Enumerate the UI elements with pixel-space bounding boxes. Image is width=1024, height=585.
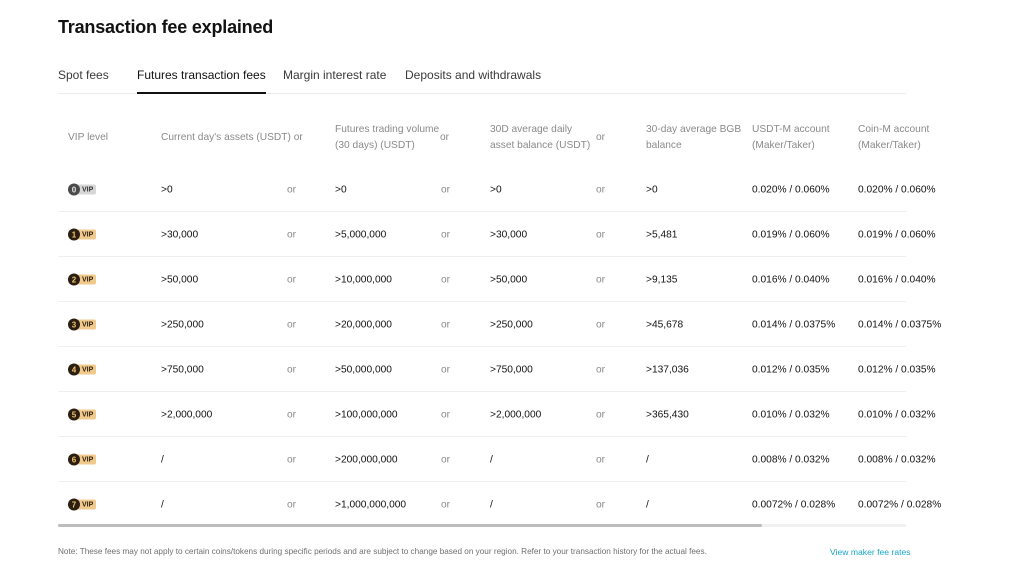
cell-avg-asset-balance: >50,000 bbox=[490, 274, 528, 285]
cell-or: or bbox=[441, 454, 451, 465]
horizontal-scrollbar[interactable] bbox=[58, 524, 906, 527]
fee-table bbox=[58, 110, 942, 526]
cell-bgb-balance: >5,481 bbox=[646, 229, 678, 240]
vip-tag: VIP bbox=[76, 500, 96, 510]
tab-margin-interest-rate[interactable]: Margin interest rate bbox=[283, 68, 387, 82]
cell-or: or bbox=[287, 184, 297, 195]
cell-bgb-balance: / bbox=[646, 454, 649, 465]
table-row bbox=[58, 482, 1018, 527]
header-or: or bbox=[596, 132, 606, 143]
cell-usdt-m-fee: 0.016% / 0.040% bbox=[752, 274, 830, 285]
cell-current-assets: >0 bbox=[161, 184, 173, 195]
vip-tag: VIP bbox=[76, 275, 96, 285]
header-current-assets: Current day's assets (USDT) or bbox=[161, 132, 303, 143]
header-usdt-m-account: USDT-M account (Maker/Taker) bbox=[752, 124, 830, 151]
cell-futures-volume: >100,000,000 bbox=[335, 409, 398, 420]
cell-avg-asset-balance: / bbox=[490, 454, 493, 465]
cell-bgb-balance: >45,678 bbox=[646, 319, 684, 330]
table-row bbox=[58, 302, 1018, 347]
cell-current-assets: >30,000 bbox=[161, 229, 199, 240]
vip-level-badge bbox=[68, 228, 96, 241]
cell-futures-volume: >1,000,000,000 bbox=[335, 499, 407, 510]
view-maker-fee-rates-link[interactable]: View maker fee rates bbox=[830, 547, 911, 557]
scrollbar-thumb[interactable] bbox=[58, 524, 762, 527]
vip-level-badge bbox=[68, 408, 96, 421]
cell-avg-asset-balance: >2,000,000 bbox=[490, 409, 542, 420]
page-title: Transaction fee explained bbox=[58, 17, 274, 37]
cell-or: or bbox=[596, 364, 606, 375]
cell-avg-asset-balance: / bbox=[490, 499, 493, 510]
vip-level-number: 2 bbox=[68, 274, 80, 286]
cell-coin-m-fee: 0.020% / 0.060% bbox=[858, 184, 936, 195]
cell-coin-m-fee: 0.016% / 0.040% bbox=[858, 274, 936, 285]
cell-or: or bbox=[596, 319, 606, 330]
cell-current-assets: / bbox=[161, 454, 164, 465]
header-coin-m-account: Coin-M account (Maker/Taker) bbox=[858, 124, 930, 151]
header-bgb-balance: 30-day average BGB balance bbox=[646, 124, 742, 151]
fees-disclaimer-note: Note: These fees may not apply to certain coins/tokens during specific periods and are subject to change based on your region. Refer to your transaction history for the actual fees. bbox=[58, 547, 707, 556]
table-row bbox=[58, 167, 1018, 212]
vip-level-badge bbox=[68, 498, 96, 511]
cell-futures-volume: >20,000,000 bbox=[335, 319, 392, 330]
cell-or: or bbox=[287, 499, 297, 510]
vip-level-number: 6 bbox=[68, 454, 80, 466]
cell-usdt-m-fee: 0.008% / 0.032% bbox=[752, 454, 830, 465]
cell-bgb-balance: >365,430 bbox=[646, 409, 689, 420]
cell-or: or bbox=[441, 409, 451, 420]
vip-level-badge bbox=[68, 318, 96, 331]
cell-coin-m-fee: 0.019% / 0.060% bbox=[858, 229, 936, 240]
vip-tag: VIP bbox=[76, 185, 96, 195]
cell-bgb-balance: >137,036 bbox=[646, 364, 689, 375]
cell-usdt-m-fee: 0.010% / 0.032% bbox=[752, 409, 830, 420]
tab-spot-fees[interactable]: Spot fees bbox=[58, 68, 109, 82]
cell-futures-volume: >50,000,000 bbox=[335, 364, 392, 375]
table-row bbox=[58, 392, 1018, 437]
cell-coin-m-fee: 0.008% / 0.032% bbox=[858, 454, 936, 465]
cell-coin-m-fee: 0.010% / 0.032% bbox=[858, 409, 936, 420]
cell-bgb-balance: >0 bbox=[646, 184, 658, 195]
table-row bbox=[58, 347, 1018, 392]
cell-or: or bbox=[596, 274, 606, 285]
cell-current-assets: >50,000 bbox=[161, 274, 199, 285]
cell-or: or bbox=[441, 274, 451, 285]
cell-or: or bbox=[441, 499, 451, 510]
vip-tag: VIP bbox=[76, 230, 96, 240]
header-avg-asset-balance: 30D average daily asset balance (USDT) bbox=[490, 124, 591, 151]
cell-bgb-balance: >9,135 bbox=[646, 274, 678, 285]
vip-level-number: 0 bbox=[68, 184, 80, 196]
cell-usdt-m-fee: 0.012% / 0.035% bbox=[752, 364, 830, 375]
cell-or: or bbox=[441, 364, 451, 375]
vip-level-number: 7 bbox=[68, 499, 80, 511]
cell-or: or bbox=[596, 499, 606, 510]
cell-futures-volume: >10,000,000 bbox=[335, 274, 392, 285]
cell-or: or bbox=[596, 184, 606, 195]
cell-current-assets: >250,000 bbox=[161, 319, 204, 330]
cell-or: or bbox=[596, 454, 606, 465]
table-row bbox=[58, 257, 1018, 302]
cell-or: or bbox=[441, 229, 451, 240]
vip-tag: VIP bbox=[76, 455, 96, 465]
table-row bbox=[58, 437, 1018, 482]
tab-deposits-and-withdrawals[interactable]: Deposits and withdrawals bbox=[405, 68, 542, 82]
fee-tabs bbox=[58, 60, 906, 94]
header-or: or bbox=[440, 132, 450, 143]
vip-level-number: 3 bbox=[68, 319, 80, 331]
cell-or: or bbox=[287, 274, 297, 285]
vip-tag: VIP bbox=[76, 320, 96, 330]
vip-level-badge bbox=[68, 273, 96, 286]
cell-usdt-m-fee: 0.0072% / 0.028% bbox=[752, 499, 836, 510]
tab-futures-transaction-fees[interactable]: Futures transaction fees bbox=[137, 68, 266, 94]
cell-futures-volume: >0 bbox=[335, 184, 347, 195]
vip-tag: VIP bbox=[76, 365, 96, 375]
vip-level-number: 1 bbox=[68, 229, 80, 241]
vip-level-number: 5 bbox=[68, 409, 80, 421]
cell-avg-asset-balance: >30,000 bbox=[490, 229, 528, 240]
cell-usdt-m-fee: 0.019% / 0.060% bbox=[752, 229, 830, 240]
cell-coin-m-fee: 0.014% / 0.0375% bbox=[858, 319, 942, 330]
cell-or: or bbox=[287, 319, 297, 330]
vip-level-badge bbox=[68, 453, 96, 466]
header-vip-level: VIP level bbox=[68, 132, 109, 143]
cell-or: or bbox=[596, 229, 606, 240]
cell-or: or bbox=[287, 454, 297, 465]
cell-bgb-balance: / bbox=[646, 499, 649, 510]
cell-avg-asset-balance: >750,000 bbox=[490, 364, 533, 375]
cell-usdt-m-fee: 0.014% / 0.0375% bbox=[752, 319, 836, 330]
cell-avg-asset-balance: >250,000 bbox=[490, 319, 533, 330]
cell-avg-asset-balance: >0 bbox=[490, 184, 502, 195]
header-futures-volume: Futures trading volume (30 days) (USDT) bbox=[335, 124, 440, 151]
cell-current-assets: / bbox=[161, 499, 164, 510]
cell-coin-m-fee: 0.0072% / 0.028% bbox=[858, 499, 942, 510]
cell-or: or bbox=[441, 184, 451, 195]
vip-level-badge bbox=[68, 183, 96, 196]
vip-level-number: 4 bbox=[68, 364, 80, 376]
table-row bbox=[58, 212, 1018, 257]
cell-futures-volume: >200,000,000 bbox=[335, 454, 398, 465]
vip-tag: VIP bbox=[76, 410, 96, 420]
cell-current-assets: >2,000,000 bbox=[161, 409, 213, 420]
cell-current-assets: >750,000 bbox=[161, 364, 204, 375]
cell-or: or bbox=[287, 409, 297, 420]
cell-or: or bbox=[287, 364, 297, 375]
cell-or: or bbox=[441, 319, 451, 330]
table-header bbox=[58, 110, 1018, 167]
vip-level-badge bbox=[68, 363, 96, 376]
cell-or: or bbox=[287, 229, 297, 240]
cell-futures-volume: >5,000,000 bbox=[335, 229, 387, 240]
cell-coin-m-fee: 0.012% / 0.035% bbox=[858, 364, 936, 375]
cell-or: or bbox=[596, 409, 606, 420]
cell-usdt-m-fee: 0.020% / 0.060% bbox=[752, 184, 830, 195]
